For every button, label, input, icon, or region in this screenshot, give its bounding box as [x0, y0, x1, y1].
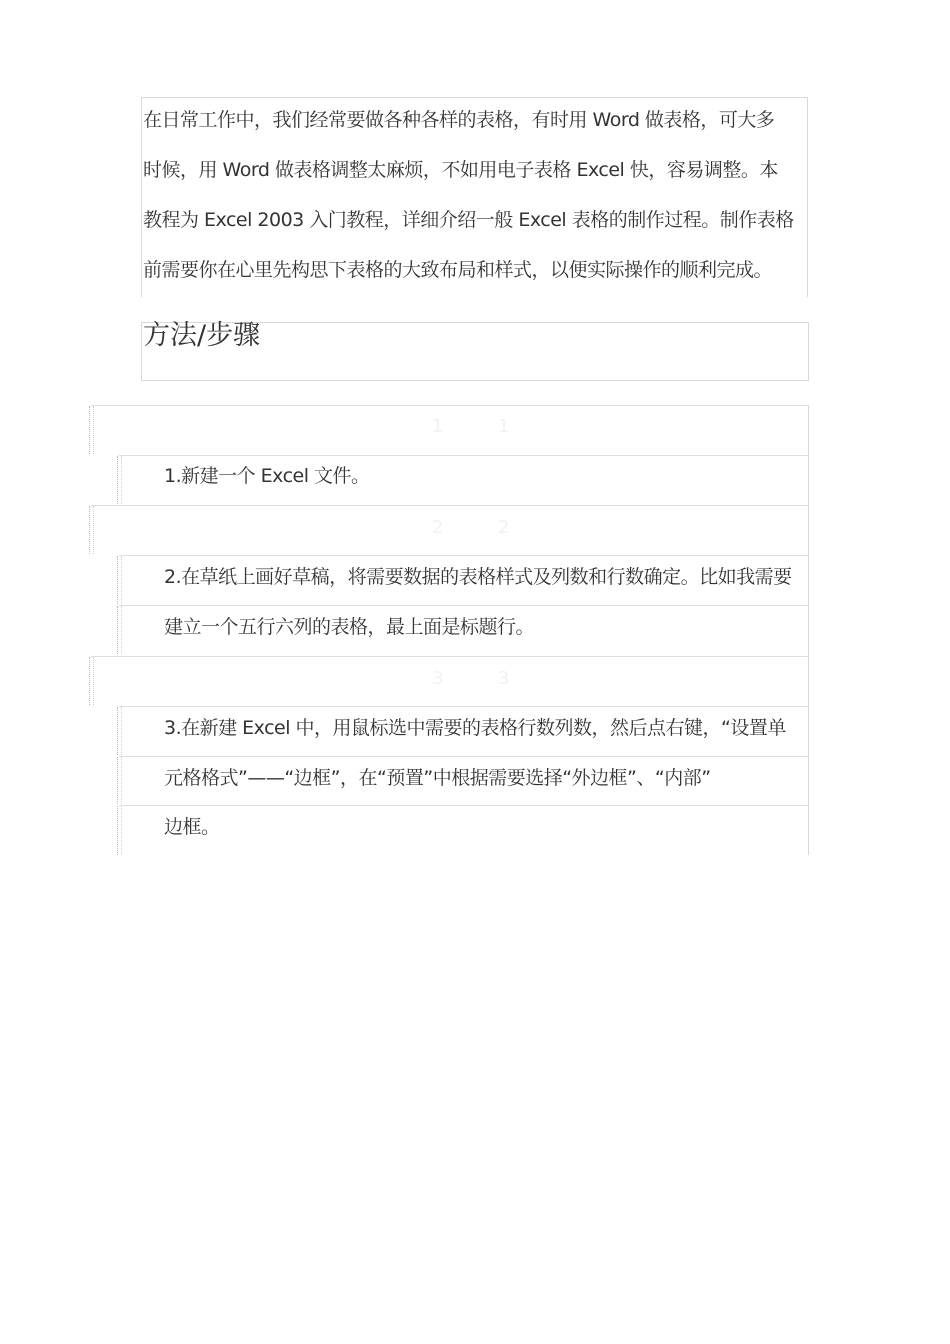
step-row-divider [91, 505, 808, 506]
intro-line: 教程为 Excel 2003 入门教程，详细介绍一般 Excel 表格的制作过程。制作表格 [143, 209, 794, 231]
step-row-divider [119, 455, 808, 456]
step-row-divider [91, 405, 808, 406]
step-row-divider [119, 756, 808, 757]
step-row-divider [119, 555, 808, 556]
step-text: 元格格式”——“边框”，在“预置”中根据需要选择“外边框”、“内部” [164, 767, 711, 789]
step-number: 1 [432, 416, 444, 437]
steps-right-border [808, 405, 809, 855]
step-number: 2 [498, 517, 510, 538]
margin-marker [117, 757, 122, 804]
margin-marker [89, 506, 94, 554]
intro-line: 前需要你在心里先构思下表格的大致布局和样式，以便实际操作的顺利完成。 [143, 259, 773, 281]
margin-marker [117, 806, 122, 855]
margin-marker [117, 456, 122, 504]
step-text: 边框。 [164, 816, 220, 838]
margin-marker [89, 406, 94, 454]
step-number: 3 [498, 668, 510, 689]
step-number: 1 [498, 416, 510, 437]
step-text: 3.在新建 Excel 中，用鼠标选中需要的表格行数列数，然后点右键，“设置单 [164, 717, 786, 739]
step-row-divider [91, 656, 808, 657]
margin-marker [117, 606, 122, 654]
step-row-divider [119, 605, 808, 606]
step-number: 3 [432, 668, 444, 689]
step-number: 2 [432, 517, 444, 538]
step-text: 建立一个五行六列的表格，最上面是标题行。 [164, 616, 535, 638]
step-row-divider [119, 706, 808, 707]
section-heading: 方法/步骤 [143, 320, 261, 351]
intro-line: 在日常工作中，我们经常要做各种各样的表格，有时用 Word 做表格，可大多 [143, 109, 775, 131]
step-row-divider [119, 805, 808, 806]
step-text: 1.新建一个 Excel 文件。 [164, 465, 370, 487]
margin-marker [117, 707, 122, 755]
intro-line: 时候，用 Word 做表格调整太麻烦，不如用电子表格 Excel 快，容易调整。本 [143, 159, 778, 181]
step-text: 2.在草纸上画好草稿，将需要数据的表格样式及列数和行数确定。比如我需要 [164, 566, 792, 588]
margin-marker [117, 556, 122, 604]
margin-marker [89, 657, 94, 705]
